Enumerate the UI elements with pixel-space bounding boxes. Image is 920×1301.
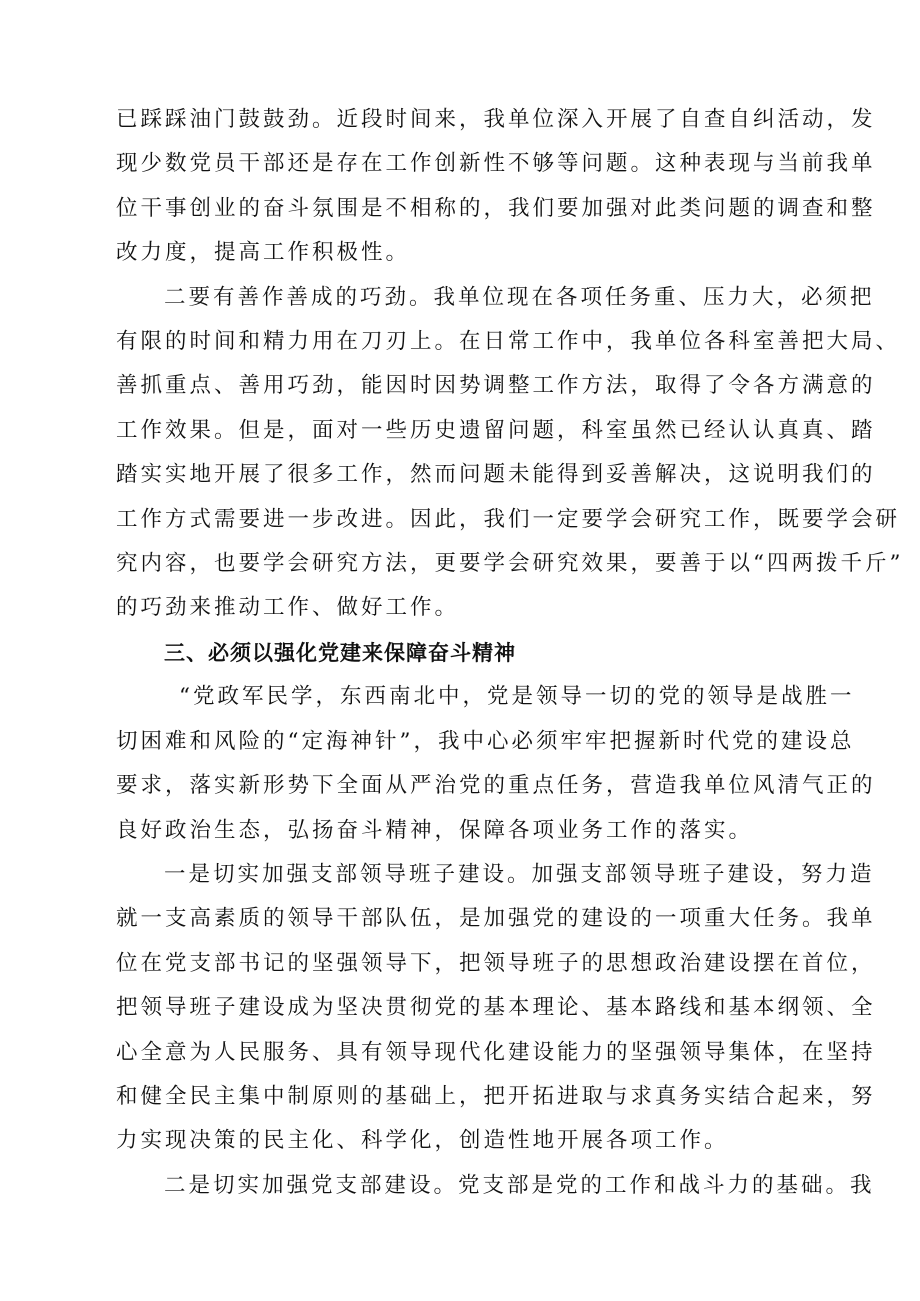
paragraph-line: 心全意为人民服务、具有领导现代化建设能力的坚强领导集体，在坚持 [116, 1039, 876, 1065]
paragraph-line: 现少数党员干部还是存在工作创新性不够等问题。这种表现与当前我单 [116, 151, 876, 177]
paragraph-line: 踏实实地开展了很多工作，然而问题未能得到妥善解决，这说明我们的 [116, 462, 876, 488]
paragraph-5 [116, 1164, 875, 1208]
paragraph-line: 切困难和风险的“定海神针”，我中心必须牢牢把握新时代党的建设总 [116, 728, 855, 754]
paragraph-line: 位干事创业的奋斗氛围是不相称的，我们要加强对此类问题的调查和整 [116, 195, 876, 221]
paragraph-1 [116, 98, 876, 276]
paragraph-4 [116, 853, 876, 1164]
paragraph-line: 工作方式需要进一步改进。因此，我们一定要学会研究工作，既要学会研 [116, 506, 901, 532]
paragraph-line: 位在党支部书记的坚强领导下，把领导班子的思想政治建设摆在首位， [116, 950, 876, 976]
section-heading: 三、必须以强化党建来保障奋斗精神 [164, 640, 516, 665]
paragraph-line: 二要有善作善成的巧劲。我单位现在各项任务重、压力大，必须把 [164, 284, 875, 310]
paragraph-line: 一是切实加强支部领导班子建设。加强支部领导班子建设，努力造 [164, 861, 875, 887]
paragraph-line: 和健全民主集中制原则的基础上，把开拓进取与求真务实结合起来，努 [116, 1083, 876, 1109]
document-page [116, 98, 904, 1208]
paragraph-line: 已踩踩油门鼓鼓劲。近段时间来，我单位深入开展了自查自纠活动，发 [116, 107, 876, 132]
paragraph-line: 究内容，也要学会研究方法，更要学会研究效果，要善于以“四两拨千斤” [116, 551, 904, 577]
paragraph-line: 二是切实加强党支部建设。党支部是党的工作和战斗力的基础。我 [164, 1172, 875, 1198]
paragraph-3 [116, 675, 876, 853]
paragraph-line: 工作效果。但是，面对一些历史遗留问题，科室虽然已经认认真真、踏 [116, 417, 876, 443]
paragraph-line: 良好政治生态，弘扬奋斗精神，保障各项业务工作的落实。 [116, 817, 754, 843]
paragraph-line: “党政军民学，东西南北中，党是领导一切的党的领导是战胜一 [179, 684, 855, 710]
paragraph-line: 的巧劲来推动工作、做好工作。 [116, 595, 460, 621]
paragraph-line: 力实现决策的民主化、科学化，创造性地开展各项工作。 [116, 1128, 729, 1154]
paragraph-line: 善抓重点、善用巧劲，能因时因势调整工作方法，取得了令各方满意的 [116, 373, 876, 399]
paragraph-line: 就一支高素质的领导干部队伍，是加强党的建设的一项重大任务。我单 [116, 906, 876, 932]
paragraph-line: 有限的时间和精力用在刀刃上。在日常工作中，我单位各科室善把大局、 [116, 329, 901, 355]
paragraph-line: 把领导班子建设成为坚决贯彻党的基本理论、基本路线和基本纲领、全 [116, 995, 876, 1021]
paragraph-2 [116, 276, 904, 631]
paragraph-line: 改力度，提高工作积极性。 [116, 240, 411, 266]
paragraph-line: 要求，落实新形势下全面从严治党的重点任务，营造我单位风清气正的 [116, 773, 876, 799]
